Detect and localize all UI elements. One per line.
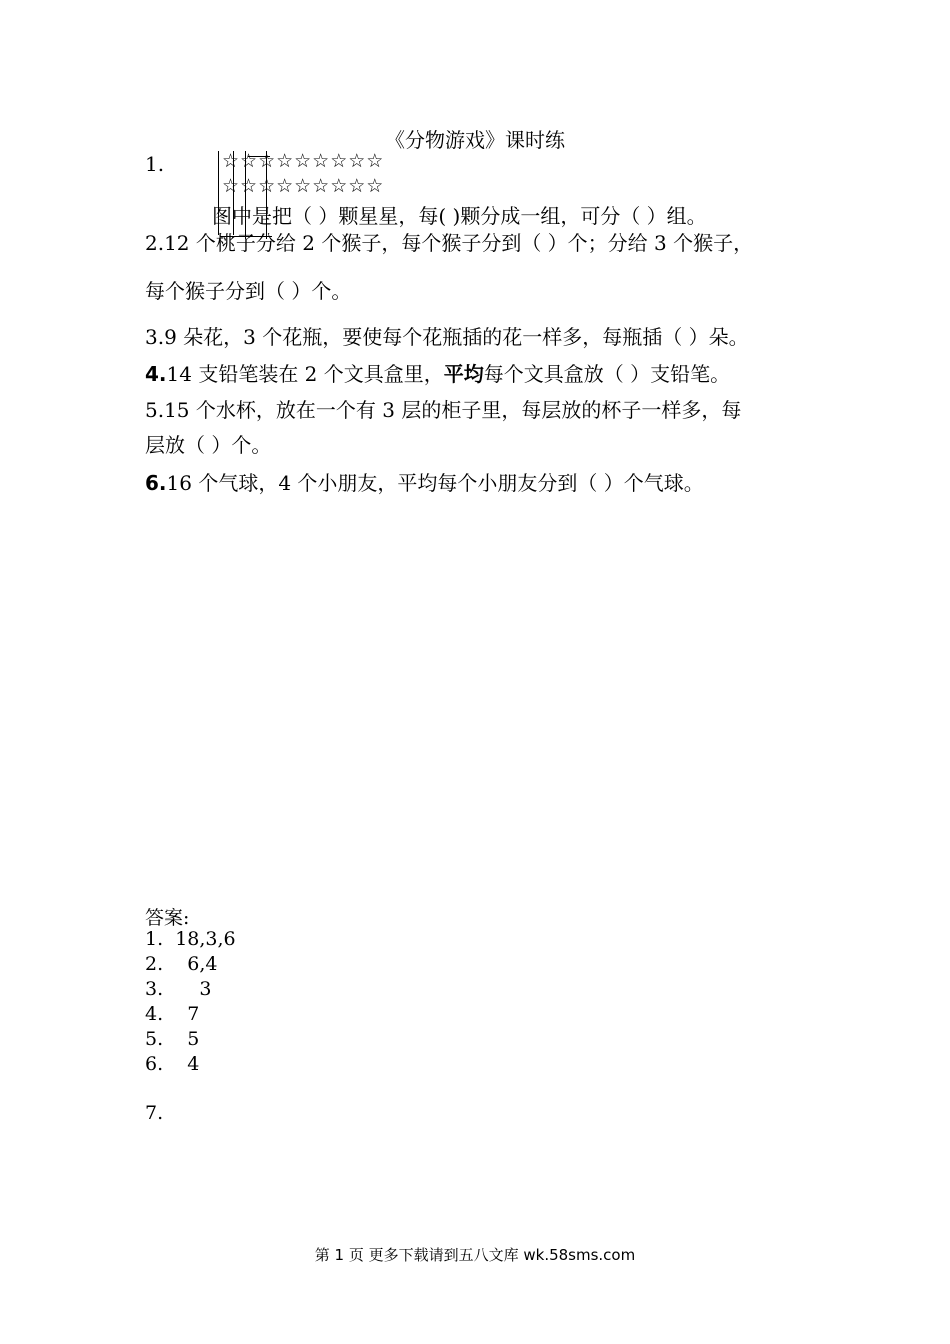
answer-item-extra: 7.	[145, 1102, 164, 1124]
question-3: 3.9 朵花，3 个花瓶，要使每个花瓶插的花一样多，每瓶插（ ）朵。	[145, 325, 749, 349]
question-6-number: 6.	[145, 471, 167, 495]
question-4-number: 4.	[145, 362, 167, 386]
answer-item: 2. 6,4	[145, 953, 218, 975]
question-4-emphasis: 平均	[443, 362, 484, 386]
question-1-number: 1.	[145, 152, 165, 176]
answers-heading: 答案:	[145, 907, 190, 929]
question-2-line-2: 每个猴子分到（ ）个。	[145, 279, 352, 303]
question-5-line-2: 层放（ ）个。	[145, 433, 272, 457]
question-2-line-1: 2.12 个桃子分给 2 个猴子，每个猴子分到（ ）个；分给 3 个猴子，	[145, 231, 754, 255]
answer-item: 4. 7	[145, 1003, 200, 1025]
star-row-2: ☆☆☆☆☆☆☆☆☆	[222, 175, 385, 197]
answer-item: 3. 3	[145, 978, 212, 1000]
star-row-1: ☆☆☆☆☆☆☆☆☆	[222, 150, 385, 172]
question-4	[145, 358, 730, 387]
answer-item: 6. 4	[145, 1053, 200, 1075]
question-5-line-1: 5.15 个水杯，放在一个有 3 层的柜子里，每层放的杯子一样多，每	[145, 398, 742, 422]
question-4-part-1: 14 支铅笔装在 2 个文具盒里，	[166, 362, 444, 386]
answer-item: 1. 18,3,6	[145, 928, 236, 950]
page-title: 《分物游戏》课时练	[385, 128, 565, 152]
question-1-text: 图中是把（ ）颗星星，每( )颗分成一组，可分（ ）组。	[212, 204, 707, 228]
question-6-text: 16 个气球，4 个小朋友，平均每个小朋友分到（ ）个气球。	[166, 471, 704, 495]
answer-item: 5. 5	[145, 1028, 200, 1050]
question-4-part-2: 每个文具盒放（ ）支铅笔。	[483, 362, 731, 386]
question-6	[145, 467, 704, 496]
page-footer: 第 1 页 更多下载请到五八文库 wk.58sms.com	[314, 1246, 636, 1264]
